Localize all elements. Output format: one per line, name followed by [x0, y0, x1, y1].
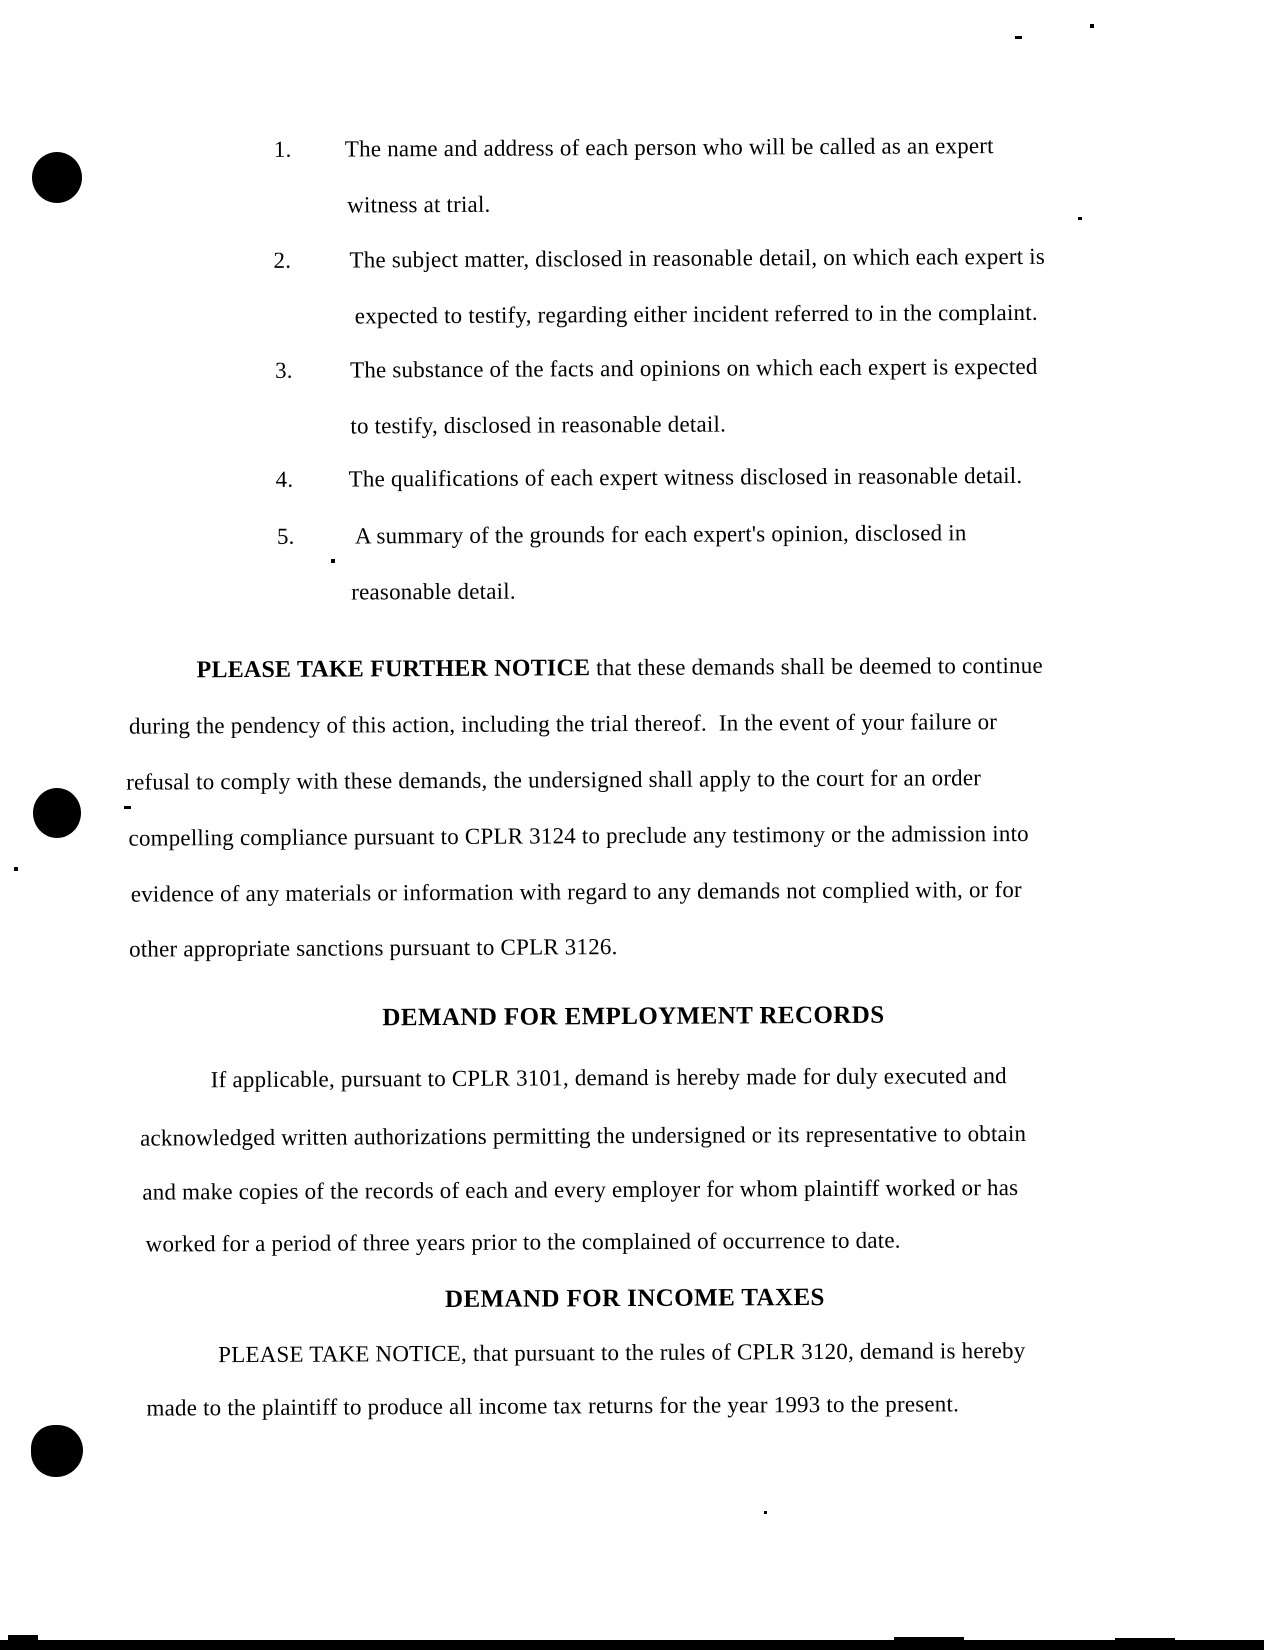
paragraph-line: acknowledged written authorizations permitting the undersigned or its representative to obtain — [139, 1120, 1027, 1151]
list-item-number: 3. — [274, 357, 293, 383]
further-notice-lead: PLEASE TAKE FURTHER NOTICE — [196, 655, 591, 684]
scan-artifact-bar-bump — [8, 1635, 38, 1641]
paragraph-line: and make copies of the records of each and every employer for whom plaintiff worked or has — [142, 1174, 1019, 1205]
list-item-text-line: expected to testify, regarding either incident referred to in the complaint. — [354, 299, 1038, 329]
list-item-number: 4. — [275, 466, 294, 492]
paragraph-line: PLEASE TAKE NOTICE, that pursuant to the rules of CPLR 3120, demand is hereby — [218, 1337, 1026, 1368]
list-item-number: 5. — [276, 523, 295, 549]
scan-artifact-bar-bump — [1115, 1638, 1175, 1641]
paragraph-line: evidence of any materials or information with regard to any demands not complied with, or for — [130, 876, 1022, 907]
scan-artifact-bar — [0, 1640, 1264, 1650]
list-item-text-line: The name and address of each person who will be called as an expert — [344, 133, 994, 162]
list-item-text-line: to testify, disclosed in reasonable detail. — [350, 411, 727, 439]
list-item-number: 2. — [273, 247, 292, 273]
income-taxes-heading: DEMAND FOR INCOME TAXES — [444, 1283, 825, 1313]
further-notice-lead-line — [197, 653, 1043, 685]
paragraph-line: If applicable, pursuant to CPLR 3101, demand is hereby made for duly executed and — [210, 1063, 1007, 1093]
paragraph-line: made to the plaintiff to produce all income tax returns for the year 1993 to the present. — [146, 1391, 960, 1421]
list-item-text-line: The qualifications of each expert witness disclosed in reasonable detail. — [348, 462, 1023, 492]
list-item-text-line: The substance of the facts and opinions on which each expert is expected — [349, 353, 1038, 383]
list-item-text-line: The subject matter, disclosed in reasonable detail, on which each expert is — [349, 243, 1046, 273]
employment-records-heading: DEMAND FOR EMPLOYMENT RECORDS — [382, 1001, 885, 1032]
paragraph-line: compelling compliance pursuant to CPLR 3124 to preclude any testimony or the admission into — [128, 820, 1029, 851]
further-notice-lead-rest: that these demands shall be deemed to continue — [590, 652, 1043, 681]
paragraph-line: worked for a period of three years prior to the complained of occurrence to date. — [145, 1227, 901, 1257]
paragraph-line: other appropriate sanctions pursuant to CPLR 3126. — [129, 934, 618, 962]
paragraph-line: during the pendency of this action, including the trial thereof. In the event of your failure or — [128, 709, 998, 739]
list-item-text-line: A summary of the grounds for each expert's opinion, disclosed in — [354, 520, 967, 549]
list-item-text-line: reasonable detail. — [351, 578, 516, 605]
paragraph-line: refusal to comply with these demands, the undersigned shall apply to the court for an order — [126, 765, 982, 795]
scan-artifact-bar-bump — [894, 1637, 964, 1641]
list-item-number: 1. — [273, 136, 292, 162]
list-item-text-line: witness at trial. — [347, 191, 491, 218]
